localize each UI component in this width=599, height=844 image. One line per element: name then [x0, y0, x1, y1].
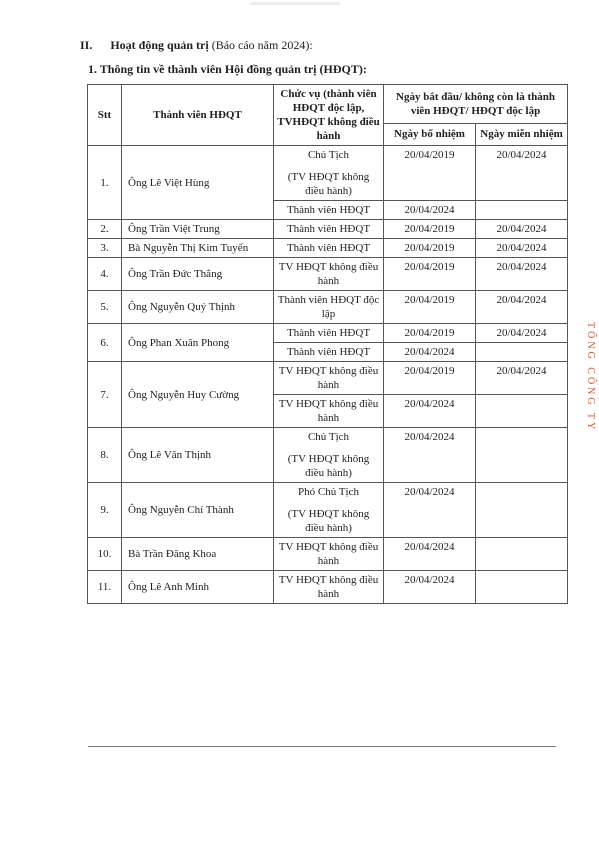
header-appointed: Ngày bổ nhiệm: [384, 123, 476, 145]
header-dates: Ngày bắt đầu/ không còn là thành viên HĐQT/ HĐQT độc lập: [384, 85, 568, 124]
cell-appointed-date: 20/04/2019: [384, 146, 476, 201]
section-heading: [80, 38, 313, 53]
cell-member-name: Bà Trần Đăng Khoa: [122, 538, 274, 571]
header-position: Chức vụ (thành viên HĐQT độc lập, TVHĐQT không điều hành: [274, 85, 384, 146]
cell-dismissed-date: 20/04/2024: [476, 146, 568, 201]
table-row: [88, 239, 568, 258]
cell-appointed-date: 20/04/2019: [384, 258, 476, 291]
cell-member-name: Ông Trần Việt Trung: [122, 220, 274, 239]
cell-dismissed-date: 20/04/2024: [476, 258, 568, 291]
table-row: [88, 538, 568, 571]
cell-appointed-date: 20/04/2019: [384, 239, 476, 258]
cell-dismissed-date: 20/04/2024: [476, 324, 568, 343]
cell-member-name: Ông Phan Xuân Phong: [122, 324, 274, 362]
cell-position: [274, 258, 384, 291]
position-title: TV HĐQT không điều hành: [278, 261, 379, 287]
position-title: Phó Chủ Tịch: [298, 486, 359, 498]
section-number: II.: [80, 38, 93, 52]
cell-dismissed-date: [476, 343, 568, 362]
table-row: [88, 428, 568, 483]
scan-smudge: [250, 2, 340, 5]
cell-stt: 3.: [88, 239, 122, 258]
cell-position: [274, 428, 384, 483]
cell-position: [274, 538, 384, 571]
cell-dismissed-date: 20/04/2024: [476, 291, 568, 324]
table-row: [88, 291, 568, 324]
section-title-suffix: (Báo cáo năm 2024):: [208, 38, 313, 52]
position-title: Thành viên HĐQT: [286, 223, 371, 235]
position-title: Thành viên HĐQT: [286, 242, 371, 254]
position-title: Chủ Tịch: [307, 149, 350, 161]
cell-member-name: Ông Lê Anh Minh: [122, 571, 274, 604]
position-title: TV HĐQT không điều hành: [278, 574, 379, 600]
position-note: (TV HĐQT không điều hành): [287, 453, 370, 479]
cell-dismissed-date: [476, 428, 568, 483]
cell-appointed-date: 20/04/2024: [384, 201, 476, 220]
cell-position: [274, 291, 384, 324]
cell-dismissed-date: [476, 395, 568, 428]
cell-position: [274, 146, 384, 201]
cell-appointed-date: 20/04/2024: [384, 428, 476, 483]
cell-member-name: Ông Nguyễn Chí Thành: [122, 483, 274, 538]
cell-member-name: Ông Nguyễn Huy Cường: [122, 362, 274, 428]
table-row: [88, 220, 568, 239]
cell-dismissed-date: 20/04/2024: [476, 239, 568, 258]
cell-stt: 11.: [88, 571, 122, 604]
cell-position: [274, 483, 384, 538]
side-stamp-text: TỔNG CÔNG TY: [585, 322, 596, 433]
cell-stt: 10.: [88, 538, 122, 571]
cell-stt: 4.: [88, 258, 122, 291]
cell-dismissed-date: 20/04/2024: [476, 362, 568, 395]
position-title: Thành viên HĐQT: [286, 346, 371, 358]
header-dismissed: Ngày miễn nhiệm: [476, 123, 568, 145]
table-row: [88, 146, 568, 201]
cell-member-name: Ông Nguyễn Quý Thịnh: [122, 291, 274, 324]
cell-appointed-date: 20/04/2024: [384, 538, 476, 571]
cell-position: [274, 201, 384, 220]
table-body: [88, 146, 568, 604]
position-title: TV HĐQT không điều hành: [278, 541, 379, 567]
cell-position: [274, 324, 384, 343]
cell-dismissed-date: [476, 483, 568, 538]
position-title: Thành viên HĐQT độc lập: [277, 294, 380, 320]
table-row: [88, 483, 568, 538]
cell-member-name: Ông Lê Văn Thịnh: [122, 428, 274, 483]
footer-divider: [88, 746, 556, 747]
cell-stt: 1.: [88, 146, 122, 220]
cell-member-name: Ông Trần Đức Thắng: [122, 258, 274, 291]
position-title: Thành viên HĐQT: [286, 327, 371, 339]
cell-appointed-date: 20/04/2019: [384, 291, 476, 324]
position-note: (TV HĐQT không điều hành): [287, 171, 370, 197]
position-title: Thành viên HĐQT: [286, 204, 371, 216]
cell-appointed-date: 20/04/2019: [384, 362, 476, 395]
cell-position: [274, 571, 384, 604]
cell-stt: 8.: [88, 428, 122, 483]
position-title: TV HĐQT không điều hành: [278, 365, 379, 391]
cell-member-name: Bà Nguyễn Thị Kim Tuyến: [122, 239, 274, 258]
header-member: Thành viên HĐQT: [122, 85, 274, 146]
cell-appointed-date: 20/04/2019: [384, 324, 476, 343]
cell-stt: 6.: [88, 324, 122, 362]
cell-position: [274, 343, 384, 362]
cell-appointed-date: 20/04/2024: [384, 571, 476, 604]
cell-position: [274, 220, 384, 239]
position-title: TV HĐQT không điều hành: [278, 398, 379, 424]
cell-position: [274, 395, 384, 428]
cell-dismissed-date: [476, 538, 568, 571]
cell-appointed-date: 20/04/2024: [384, 483, 476, 538]
subsection-heading: 1. Thông tin về thành viên Hội đồng quản trị (HĐQT):: [88, 62, 367, 76]
cell-stt: 7.: [88, 362, 122, 428]
header-stt: Stt: [88, 85, 122, 146]
table-row: [88, 258, 568, 291]
cell-dismissed-date: [476, 571, 568, 604]
table-header-row: [88, 85, 568, 124]
board-members-table: [87, 84, 568, 604]
table-row: [88, 324, 568, 343]
cell-dismissed-date: [476, 201, 568, 220]
cell-appointed-date: 20/04/2024: [384, 343, 476, 362]
section-title: Hoạt động quản trị: [110, 38, 209, 52]
cell-appointed-date: 20/04/2019: [384, 220, 476, 239]
cell-position: [274, 239, 384, 258]
table-row: [88, 362, 568, 395]
cell-position: [274, 362, 384, 395]
cell-stt: 5.: [88, 291, 122, 324]
position-note: (TV HĐQT không điều hành): [287, 508, 370, 534]
position-title: Chủ Tịch: [307, 431, 350, 443]
cell-dismissed-date: 20/04/2024: [476, 220, 568, 239]
table-row: [88, 571, 568, 604]
cell-stt: 9.: [88, 483, 122, 538]
cell-stt: 2.: [88, 220, 122, 239]
cell-appointed-date: 20/04/2024: [384, 395, 476, 428]
cell-member-name: Ông Lê Việt Hùng: [122, 146, 274, 220]
